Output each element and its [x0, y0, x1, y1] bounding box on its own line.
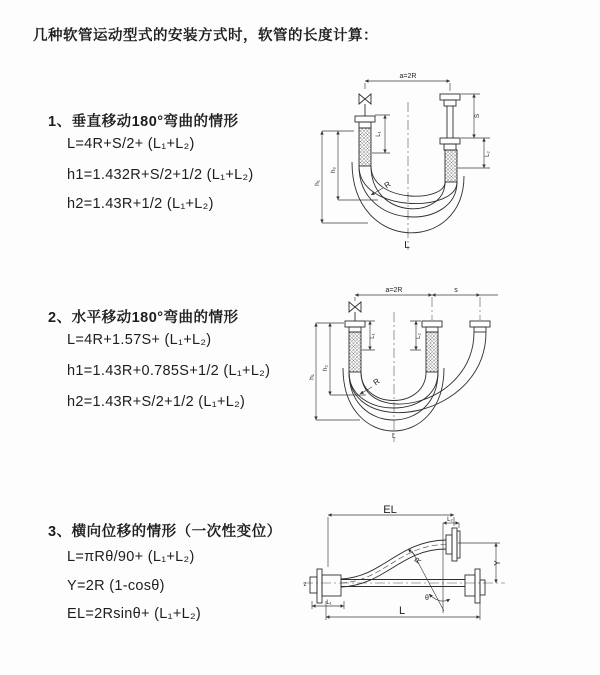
- formula-line: Y=2R (1-cosθ): [67, 578, 165, 594]
- dim-label-l1: L₁: [326, 600, 332, 606]
- dim-label-l2: L₂: [485, 151, 491, 157]
- dim-label-h2: h₂: [330, 166, 337, 174]
- formula-line: L=4R+1.57S+ (L₁+L₂): [67, 332, 212, 348]
- dim-label-el: EL: [383, 504, 397, 516]
- dimension-lines: [316, 295, 498, 420]
- valve-icon: [349, 302, 361, 312]
- formula-line: h2=1.43R+1/2 (L₁+L₂): [67, 196, 214, 212]
- diagram-horizontal-180-bend: [308, 280, 593, 472]
- dim-label-a2r: a=2R: [399, 73, 417, 80]
- angle-construction: [412, 523, 450, 613]
- dim-label-h1: h₁: [308, 374, 316, 380]
- dim-label-l2: L₂: [447, 517, 453, 523]
- hose-drawing: [310, 528, 485, 603]
- section-3-heading: 3、横向位移的情形（一次性变位）: [48, 524, 282, 540]
- dim-label-l1: L₁: [376, 131, 382, 137]
- section-2-heading: 2、水平移动180°弯曲的情形: [48, 310, 239, 326]
- dim-label-l2: L₂: [416, 333, 422, 339]
- dim-label-theta: θ: [425, 595, 429, 602]
- dim-label-y: Y: [493, 560, 502, 566]
- valve-icon: [359, 94, 371, 104]
- dim-label-h2: h₂: [322, 364, 329, 372]
- diagram-lateral-displacement: [298, 503, 598, 661]
- dim-label-s: s: [454, 287, 458, 294]
- dim-label-s: S: [474, 113, 481, 119]
- dimension-lines: [322, 81, 490, 223]
- dim-label-l: L: [404, 240, 410, 251]
- dim-label-r: R: [412, 555, 424, 566]
- dim-label-r: R: [382, 179, 393, 191]
- formula-line: L=πRθ/90+ (L₁+L₂): [67, 549, 195, 565]
- dimension-lines: [312, 515, 500, 620]
- dim-label-l1: L₁: [370, 333, 376, 339]
- diagram-vertical-180-bend: [308, 68, 588, 260]
- section-1-heading: 1、垂直移动180°弯曲的情形: [48, 114, 239, 130]
- dim-label-z: z: [303, 582, 307, 588]
- formula-line: L=4R+S/2+ (L₁+L₂): [67, 136, 195, 152]
- formula-line: EL=2Rsinθ+ (L₁+L₂): [67, 606, 202, 622]
- dim-label-l: L: [398, 605, 406, 617]
- dim-label-a2r: a=2R: [385, 287, 403, 294]
- formula-line: h1=1.43R+0.785S+1/2 (L₁+L₂): [67, 363, 271, 379]
- formula-line: h2=1.43R+S/2+1/2 (L₁+L₂): [67, 394, 246, 410]
- dim-label-l: L: [392, 433, 396, 440]
- page-title: 几种软管运动型式的安装方式时，软管的长度计算：: [33, 28, 378, 44]
- formula-line: h1=1.432R+S/2+1/2 (L₁+L₂): [67, 167, 254, 183]
- hose-drawing: [343, 302, 490, 431]
- dim-label-h1: h₁: [314, 180, 321, 186]
- dim-label-r: R: [371, 376, 382, 388]
